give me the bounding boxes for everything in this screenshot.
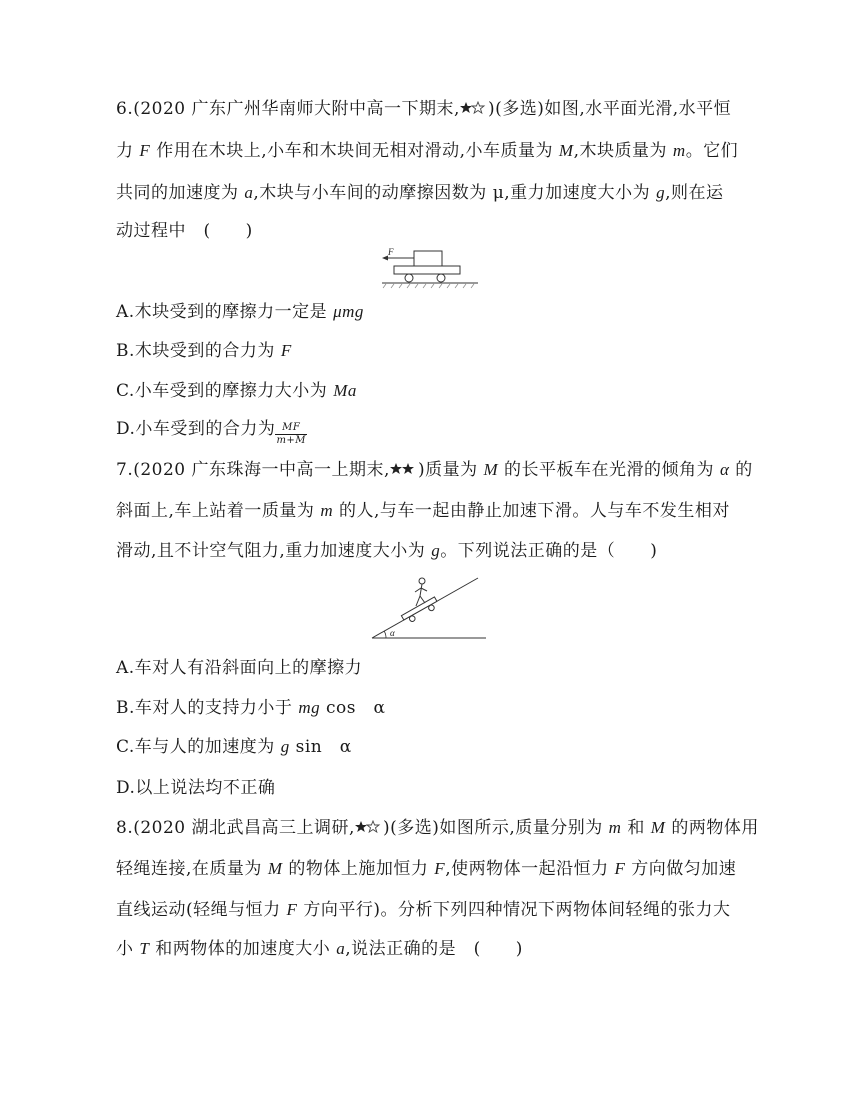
q6-option-b: B.木块受到的合力为 F (116, 341, 292, 361)
q8-source: 8.(2020 湖北武昌高三上调研, (116, 818, 355, 838)
q8-line-2: 轻绳连接,在质量为 M 的物体上施加恒力 F,使两物体一起沿恒力 F 方向做匀加速 (116, 859, 737, 879)
q7-incline-figure (370, 572, 488, 640)
q7-source: 7.(2020 广东珠海一中高一上期末, (116, 460, 390, 480)
q6-line-1: 6.(2020 广东广州华南师大附中高一下期末, )(多选)如图,水平面光滑,水平恒 (116, 99, 732, 119)
q6-line-4: 动过程中 ( ) (116, 221, 253, 241)
q7-option-b: B.车对人的支持力小于 mg cos α (116, 698, 386, 718)
q8-line-3: 直线运动(轻绳与恒力 F 方向平行)。分析下列四种情况下两物体间轻绳的张力大 (116, 900, 731, 920)
q6-line-2: 力 F 作用在木块上,小车和木块间无相对滑动,小车质量为 M,木块质量为 m。它们 (116, 141, 739, 161)
q8-line-1: 8.(2020 湖北武昌高三上调研, )(多选)如图所示,质量分别为 m 和 M 的两物体用 (116, 818, 759, 838)
q8-line-4: 小 T 和两物体的加速度大小 a,说法正确的是 ( ) (116, 939, 523, 959)
q6-source: 6.(2020 广东广州华南师大附中高一下期末, (116, 99, 460, 119)
q7-line-1: 7.(2020 广东珠海一中高一上期末, )质量为 M 的长平板车在光滑的倾角为 α 的 (116, 460, 753, 480)
q7-line-2: 斜面上,车上站着一质量为 m 的人,与车一起由静止加速下滑。人与车不发生相对 (116, 501, 730, 521)
q6-line-3: 共同的加速度为 a,木块与小车间的动摩擦因数为 μ,重力加速度大小为 g,则在运 (116, 183, 724, 203)
difficulty-stars-icon (355, 820, 383, 834)
q6-option-d: D.小车受到的合力为 $\frac{MF}{m+M}$ (116, 419, 307, 446)
fraction: $\frac{MF}{m+M}$ (276, 422, 307, 446)
q6-option-c: C.小车受到的摩擦力大小为 Ma (116, 381, 357, 401)
difficulty-stars-icon (460, 101, 488, 115)
q6-cart-figure (378, 246, 484, 290)
q6-force-label: F (388, 247, 394, 257)
q7-option-d: D.以上说法均不正确 (116, 778, 276, 798)
q7-option-a: A.车对人有沿斜面向上的摩擦力 (116, 658, 363, 678)
q7-angle-label: α (390, 628, 395, 638)
q6-option-a: A.木块受到的摩擦力一定是 μmg (116, 302, 364, 322)
difficulty-stars-icon (390, 462, 418, 476)
q7-line-3: 滑动,且不计空气阻力,重力加速度大小为 g。下列说法正确的是（ ) (116, 541, 658, 561)
q7-option-c: C.车与人的加速度为 g sin α (116, 737, 352, 757)
